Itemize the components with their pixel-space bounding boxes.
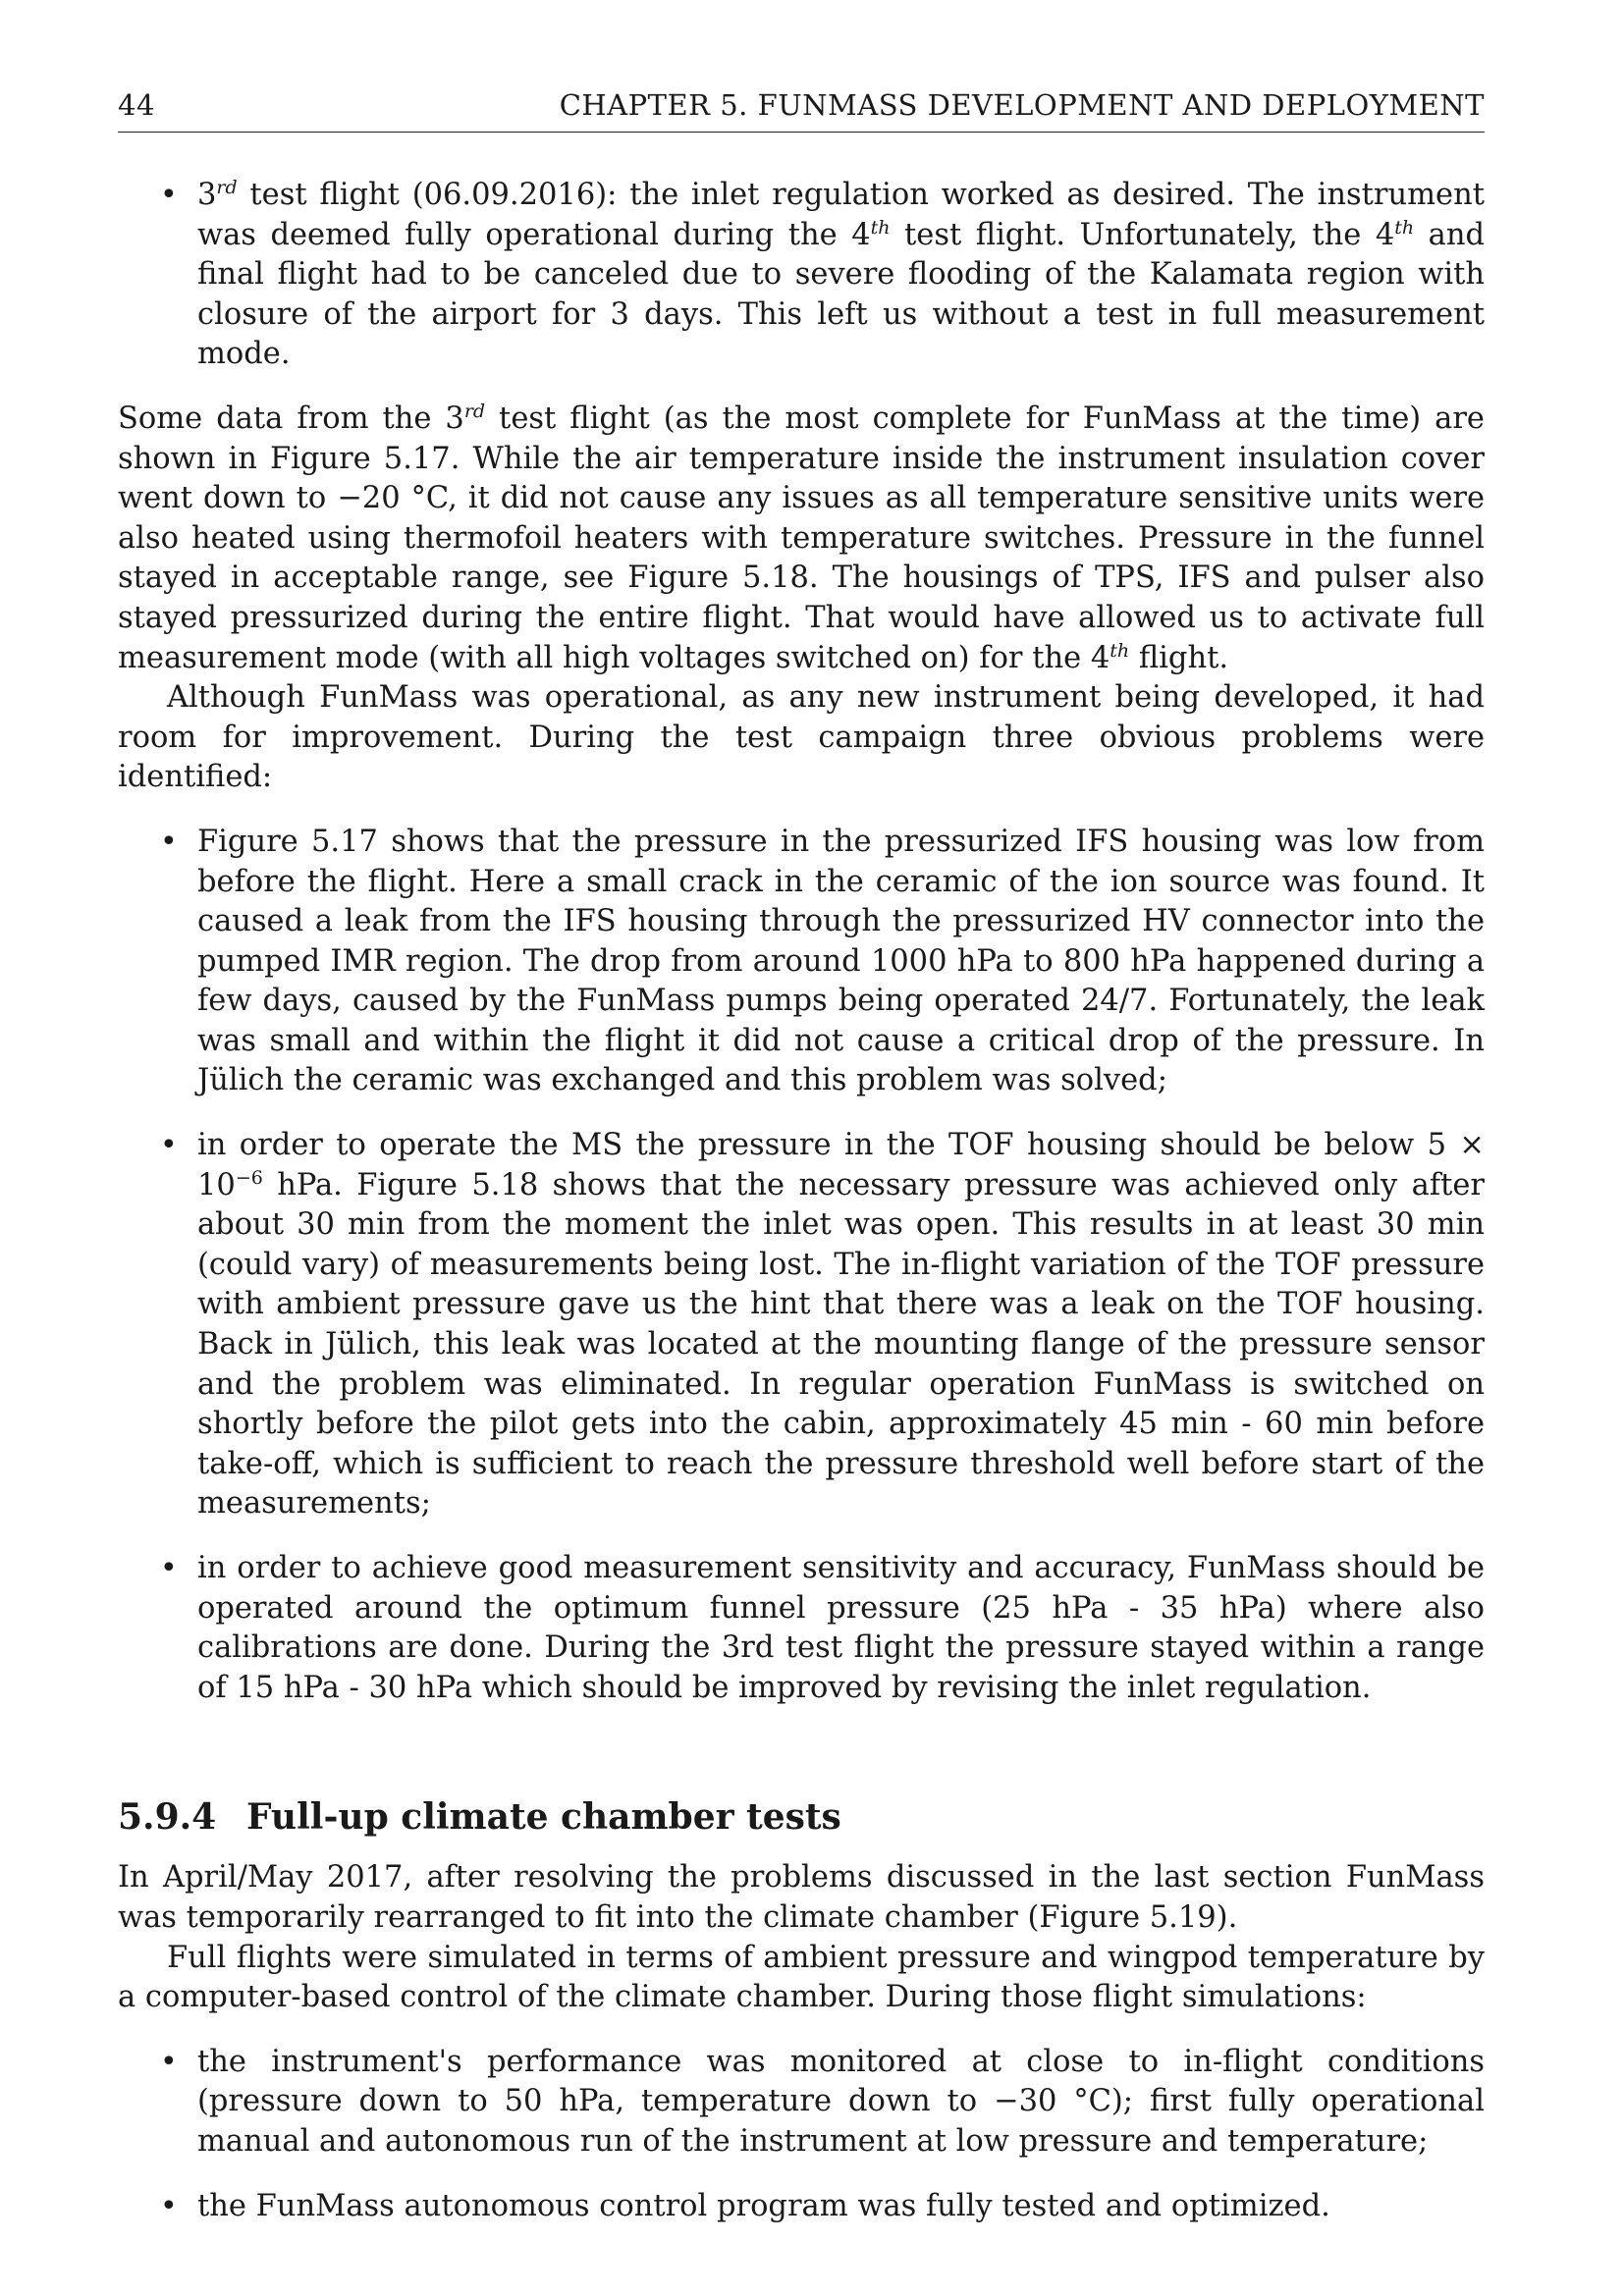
list-item-simulation: • the instrument's performance was monitored at close to in-flight conditions (pressure down to 50 hPa, temperature down to −30 °C); first fully operational manual and autonomous run of the instrument at low pressure and temperature; bbox=[118, 2043, 1485, 2163]
test-flight-list bbox=[118, 176, 1485, 375]
paragraph-improvement: Although FunMass was operational, as any new instrument being developed, it had room for improvement. During the test campaign three obvious problems were identified: bbox=[118, 680, 1485, 795]
ordinal-suffix: th bbox=[870, 216, 891, 239]
paragraph-test-flight-data bbox=[118, 400, 1485, 678]
text-run: Some data from the bbox=[118, 400, 446, 436]
exponent: −6 bbox=[235, 1166, 263, 1189]
ordinal: 4 bbox=[1375, 217, 1395, 252]
ordinal-suffix: rd bbox=[216, 176, 238, 198]
list-item-problem bbox=[118, 1126, 1485, 1524]
text-run: hPa. Figure 5.18 shows that the necessary pressure was achieved only after about 30 min from the moment the inlet was open. This results in at least 30 min (could vary) of measurements being lost. The in-flight variation of the TOF pressure with ambient pressure gave us the hint that there was a leak on the TOF housing. Back in Jülich, this leak was located at the mounting flange of the pressure sensor and the problem was eliminated. In regular operation FunMass is switched on shortly before the pilot gets into the cabin, approximately 45 min - 60 min before take-off, which is sufficient to reach the pressure threshold well before start of the measurements; bbox=[197, 1167, 1485, 1522]
ordinal: 3 bbox=[197, 178, 217, 212]
list-item-simulation: • the FunMass autonomous control program was fully tested and optimized. bbox=[118, 2187, 1485, 2227]
list-item-third-test-flight bbox=[118, 176, 1485, 375]
chapter-title: CHAPTER 5. FUNMASS DEVELOPMENT AND DEPLOYMENT bbox=[559, 88, 1485, 122]
ordinal-suffix: rd bbox=[463, 400, 486, 422]
page bbox=[118, 88, 1485, 2226]
list-item-problem: • Figure 5.17 shows that the pressure in the pressurized IFS housing was low from before the flight. Here a small crack in the ceramic of the ion source was found. It caused a leak from the IFS housing through the pressurized HV connector into the pumped IMR region. The drop from around 1000 hPa to 800 hPa happened during a few days, caused by the FunMass pumps being operated 24/7. Fortunately, the leak was small and within the flight it did not cause a critical drop of the pressure. In Jülich the ceramic was exchanged and this problem was solved; bbox=[118, 823, 1485, 1101]
section-title: Full-up climate chamber tests bbox=[246, 1796, 841, 1839]
text-run: test flight. Unfortunately, the bbox=[890, 217, 1376, 252]
running-header bbox=[118, 88, 1485, 133]
paragraph-climate-chamber: In April/May 2017, after resolving the problems discussed in the last section FunMass was temporarily rearranged to fit into the climate chamber (Figure 5.19). bbox=[118, 1860, 1485, 1935]
text-run: in order to operate the MS the pressure in the TOF housing should be below 5 × 10 bbox=[197, 1128, 1485, 1202]
text-run: test flight (06.09.2016): the inlet regulation worked as desired. The instrument was deemed fully operational during the bbox=[197, 178, 1485, 252]
simulations-list bbox=[118, 2043, 1485, 2226]
paragraph-flight-simulations: Full flights were simulated in terms of ambient pressure and wingpod temperature by a computer-based control of the climate chamber. During those flight simulations: bbox=[118, 1940, 1485, 2015]
ordinal-suffix: th bbox=[1394, 216, 1415, 239]
text-run: and final flight had to be canceled due to severe flooding of the Kalamata region with closure of the airport for 3 days. This left us without a test in full measurement mode. bbox=[197, 217, 1485, 372]
page-body bbox=[118, 176, 1485, 2226]
page-number: 44 bbox=[118, 88, 155, 122]
problems-list bbox=[118, 823, 1485, 1708]
ordinal: 3 bbox=[445, 400, 464, 436]
list-item-problem: • in order to achieve good measurement sensitivity and accuracy, FunMass should be operated around the optimum funnel pressure (25 hPa - 35 hPa) where also calibrations are done. During the 3rd test flight the pressure stayed within a range of 15 hPa - 30 hPa which should be improved by revising the inlet regulation. bbox=[118, 1549, 1485, 1708]
section-number: 5.9.4 bbox=[118, 1796, 217, 1839]
ordinal: 4 bbox=[851, 217, 871, 252]
ordinal: 4 bbox=[1090, 640, 1110, 675]
section-heading bbox=[118, 1795, 1485, 1839]
text-run: flight. bbox=[1129, 640, 1229, 675]
ordinal-suffix: th bbox=[1110, 639, 1130, 662]
text-run: test flight (as the most complete for FunMass at the time) are shown in Figure 5.17. While the air temperature inside the instrument insulation cover went down to −20 °C, it did not cause any issues as all temperature sensitive units were also heated using thermofoil heaters with temperature switches. Pressure in the funnel stayed in acceptable range, see Figure 5.18. The housings of TPS, IFS and pulser also stayed pressurized during the entire flight. That would have allowed us to activate full measurement mode (with all high voltages switched on) for the bbox=[118, 400, 1485, 675]
